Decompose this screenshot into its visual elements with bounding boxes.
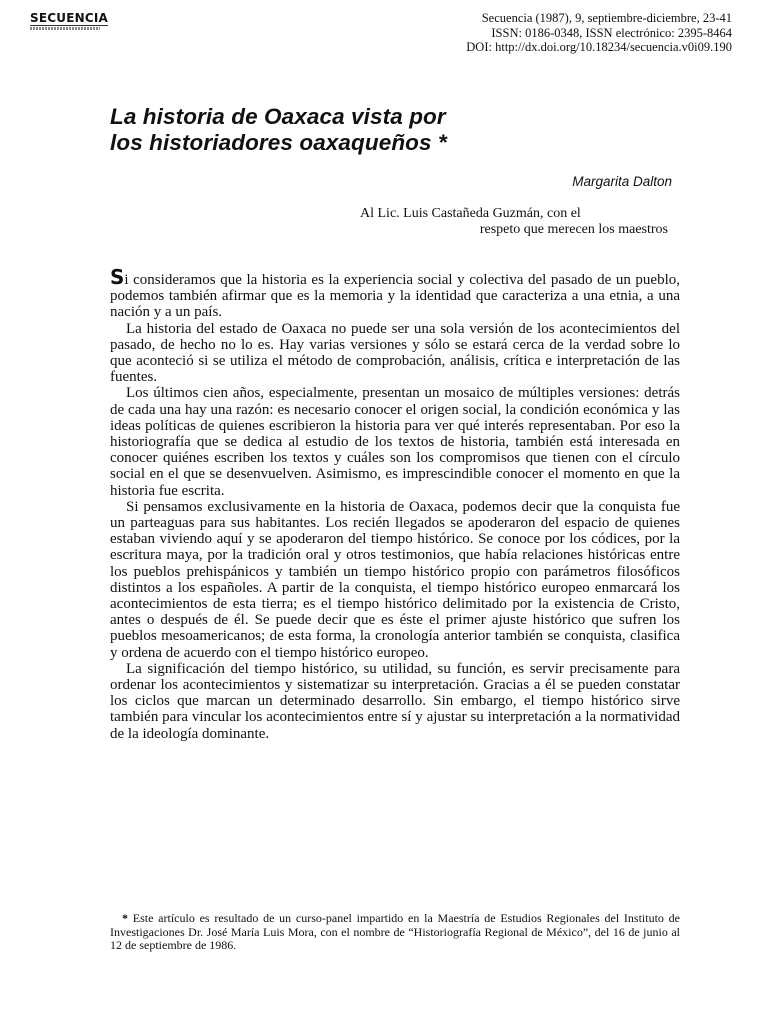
footnote-mark: *: [122, 911, 128, 925]
paragraph-1-text: i consideramos que la historia es la experiencia social y colectiva del pasado de un pueblo, podemos también afirmar que es la memoria y la identidad que caracteriza a una etnia, a una nación y a un país.: [110, 272, 680, 321]
article-title: [110, 104, 447, 156]
doi-line: DOI: http://dx.doi.org/10.18234/secuencia.v0i09.190: [466, 40, 732, 54]
dedication-line-2: respeto que merecen los maestros: [479, 222, 668, 237]
citation-block: [466, 11, 732, 55]
paragraph-1: [110, 265, 680, 321]
journal-logo: SECUENCIA: [30, 11, 108, 25]
dedication: [360, 206, 680, 238]
paragraph-5: La significación del tiempo histórico, su utilidad, su función, es servir precisamente para ordenar los acontecimientos y sistematizar su interpretación. Gracias a él se pueden constatar los ciclos que marcan un determinado desarrollo. Sin embargo, el tiempo histórico sirve también para vincular los acontecimientos entre sí y ajustar su interpretación a la normatividad de la ideología dominante.: [110, 660, 680, 742]
issn-line: ISSN: 0186-0348, ISSN electrónico: 2395-8464: [491, 25, 732, 40]
drop-cap: S: [110, 265, 125, 289]
footnote-paragraph: [110, 912, 680, 953]
logo-tagline-graphic: [30, 27, 100, 30]
author-name: Margarita Dalton: [572, 174, 672, 189]
footnote: [110, 912, 680, 953]
title-line-2: los historiadores oaxaqueños *: [110, 130, 447, 155]
paragraph-2: La historia del estado de Oaxaca no puede ser una sola versión de los acontecimientos del pasado, de hecho no lo es. Hay varias versiones y sólo se estará cerca de la verdad sobre lo que aconteció si se utiliza el método de comprobación, análisis, crítica e interpretación de las fuentes.: [110, 320, 680, 386]
dedication-line-1: Al Lic. Luis Castañeda Guzmán, con el: [360, 206, 581, 221]
citation-line: Secuencia (1987), 9, septiembre-diciembre, 23-41: [481, 11, 732, 25]
article-body: [110, 265, 680, 742]
footnote-text: Este artículo es resultado de un curso-panel impartido en la Maestría de Estudios Regionales del Instituto de Investigaciones Dr. José María Luis Mora, con el nombre de “Historiografía Regional de México”, del 16 de junio al 12 de septiembre de 1986.: [110, 911, 681, 952]
title-line-1: La historia de Oaxaca vista por: [110, 104, 446, 129]
paragraph-4: Si pensamos exclusivamente en la historia de Oaxaca, podemos decir que la conquista fue un parteaguas para sus habitantes. Los recién llegados se apoderaron del espacio de quienes estaban viviendo aquí y se apoderaron del tiempo histórico. Se conoce por los códices, por la escritura maya, por la tradición oral y otros testimonios, que había relaciones históricas entre los pueblos prehispánicos y también un tiempo histórico propio con parámetros filosóficos distintos a los españoles. A partir de la conquista, el tiempo histórico europeo enmarcará los acontecimientos de esta tierra; es el tiempo histórico delimitado por la existencia de Cristo, antes o después de él. Se puede decir que es éste el primer ajuste histórico que sufren los pueblos mesoamericanos; de esta forma, la cronología anterior también se conquista, clasifica y ordena de acuerdo con el tiempo histórico europeo.: [110, 498, 680, 661]
paragraph-3: Los últimos cien años, especialmente, presentan un mosaico de múltiples versiones: detrás de cada una hay una razón: es necesario conocer el origen social, la condición económica y las ideas políticas de quienes escribieron la historia para ver qué interés representaban. Por eso la historiografía que se dedica al estudio de los textos de historia, también está interesada en conocer quiénes escriben los textos y cuáles son los compromisos que tienen con el círculo social en el que se desenvuelven. Asimismo, es imprescindible conocer el momento en que la historia fue escrita.: [110, 385, 680, 499]
